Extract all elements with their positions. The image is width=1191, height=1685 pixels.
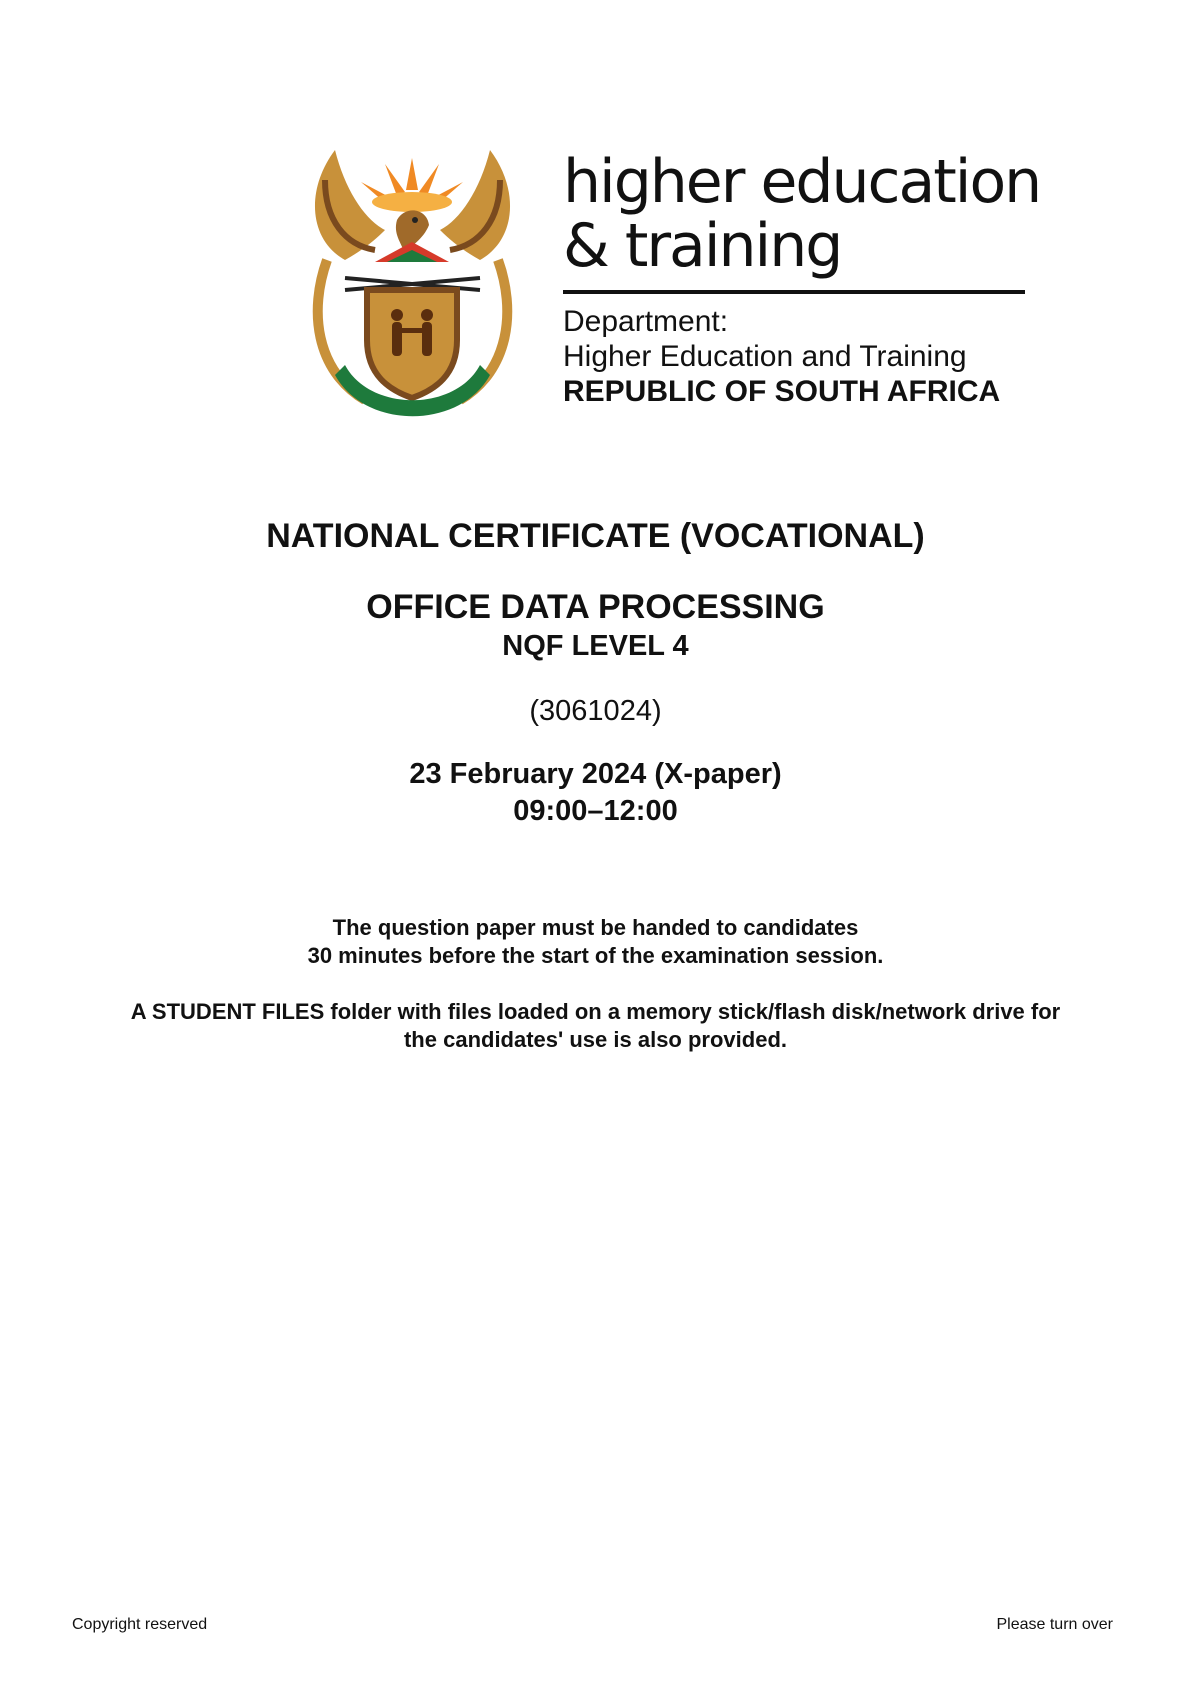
subject-title: OFFICE DATA PROCESSING [366,588,825,626]
notice-line-1: The question paper must be handed to candidates [332,915,859,940]
brand-line-1: higher education [563,147,1041,217]
exam-time: 09:00–12:00 [513,795,678,827]
brand-line-2: & training [563,211,842,281]
department-name: Higher Education and Training [563,340,967,373]
notice-line-4: the candidates' use is also provided. [403,1027,787,1052]
certificate-title: NATIONAL CERTIFICATE (VOCATIONAL) [266,517,925,555]
page-header [305,147,1041,430]
footer-copyright: Copyright reserved [72,1616,208,1633]
notice-line-3: A STUDENT FILES folder with files loaded on a memory stick/flash disk/network drive for [130,999,1061,1024]
brand-divider [563,290,1025,294]
nqf-level: NQF LEVEL 4 [502,630,689,662]
notice-line-2: 30 minutes before the start of the examination session. [307,943,884,968]
country-name: REPUBLIC OF SOUTH AFRICA [563,375,1001,408]
department-block [563,147,1041,409]
exam-date: 23 February 2024 (X-paper) [409,758,782,790]
footer-turn-over: Please turn over [996,1616,1113,1633]
paper-code: (3061024) [529,695,662,727]
department-label: Department: [563,305,729,338]
coat-of-arms-icon [305,150,520,430]
